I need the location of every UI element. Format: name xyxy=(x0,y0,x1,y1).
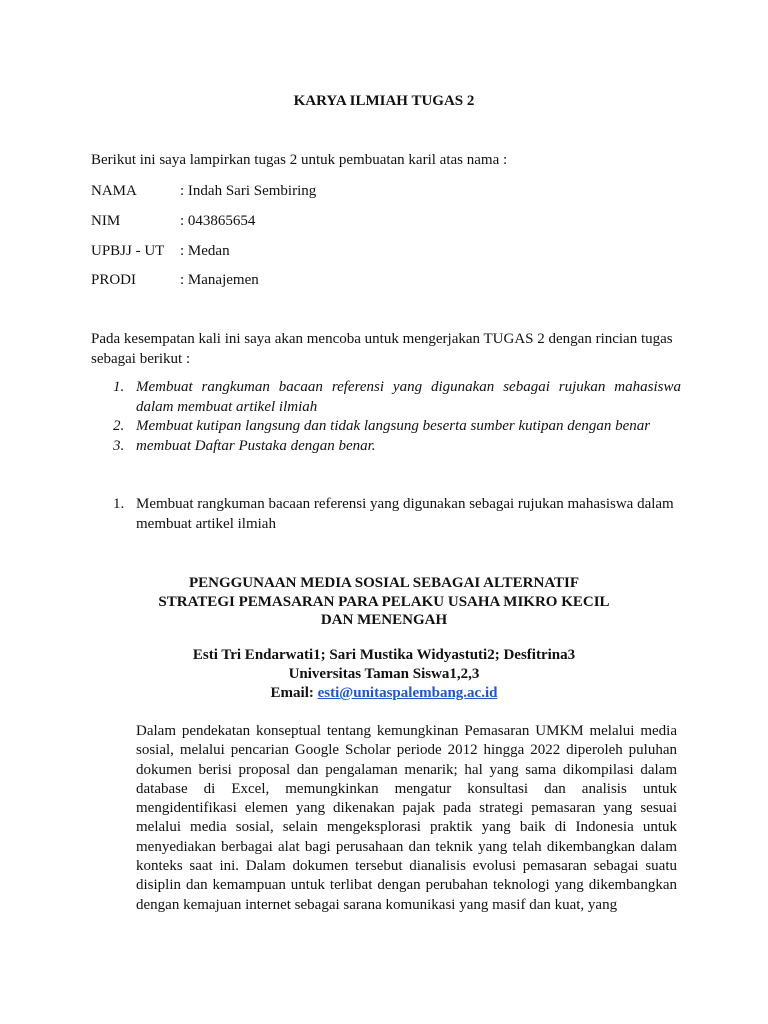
article-title-line: STRATEGI PEMASARAN PARA PELAKU USAHA MIKRO KECIL xyxy=(158,593,610,610)
article-authors: Esti Tri Endarwati1; Sari Mustika Widyastuti2; Desfitrina3 xyxy=(192,647,576,663)
article-title xyxy=(130,574,638,630)
article-title-line: DAN MENENGAH xyxy=(320,612,448,628)
field-nama xyxy=(91,181,681,201)
list-text: Membuat kutipan langsung dan tidak langsung beserta sumber kutipan dengan benar xyxy=(136,418,651,434)
intro-text: Berikut ini saya lampirkan tugas 2 untuk pembuatan karil atas nama : xyxy=(91,152,508,168)
article-email-line xyxy=(130,684,638,703)
article-title-line: PENGGUNAAN MEDIA SOSIAL SEBAGAI ALTERNATIF xyxy=(188,575,580,591)
list-number: 3. xyxy=(113,437,125,454)
field-value: : Manajemen xyxy=(180,272,259,288)
article-abstract: Dalam pendekatan konseptual tentang kemungkinan Pemasaran UMKM melalui media sosial, melalui pencarian Google Scholar periode 2012 hingga 2022 diperoleh puluhan dokumen berisi proposal dan pengalaman menarik; hal yang sama dikompilasi dalam database di Excel, memungkinkan mengatur konsultasi dan analisis untuk mengidentifikasi elemen yang dikenakan pajak pada strategi pemasaran yang sesuai melalui media sosial, selain mengeksplorasi praktik yang baik di Indonesia untuk menyediakan berbagai alat bagi perusahaan dan teknik yang telah dikembangkan dalam konteks saat ini. Dalam dokumen tersebut dianalisis evolusi pemasaran sebagai suatu disiplin dan kemampuan untuk terlibat dengan perubahan teknologi yang dikembangkan dengan kemajuan internet sebagai sarana komunikasi yang masif dan kuat, yang xyxy=(136,723,677,913)
field-value: : Medan xyxy=(180,243,230,259)
section-heading xyxy=(91,495,681,534)
task-list xyxy=(91,378,681,456)
list-item xyxy=(91,437,681,457)
field-label: NAMA xyxy=(91,183,137,199)
field-prodi xyxy=(91,270,681,290)
email-label: Email: xyxy=(270,685,318,701)
list-number: 1. xyxy=(113,496,125,512)
field-value: : 043865654 xyxy=(180,213,256,229)
field-label: UPBJJ - UT xyxy=(91,243,165,259)
field-label: NIM xyxy=(91,213,121,229)
article-university: Universitas Taman Siswa1,2,3 xyxy=(288,666,480,682)
document-title: KARYA ILMIAH TUGAS 2 xyxy=(293,93,475,109)
list-item xyxy=(91,417,681,437)
field-value: : Indah Sari Sembiring xyxy=(180,183,317,199)
email-link[interactable]: esti@unitaspalembang.ac.id xyxy=(317,685,498,701)
field-upbjj xyxy=(91,241,681,261)
list-text: membuat Daftar Pustaka dengan benar. xyxy=(136,437,376,454)
list-item xyxy=(91,378,681,417)
list-item xyxy=(91,495,681,534)
list-number: 1. xyxy=(113,379,125,395)
list-text: Membuat rangkuman bacaan referensi yang digunakan sebagai rujukan mahasiswa dalam membuat artikel ilmiah xyxy=(136,496,674,532)
task-intro: Pada kesempatan kali ini saya akan mencoba untuk mengerjakan TUGAS 2 dengan rincian tugas sebagai berikut : xyxy=(91,331,673,367)
list-text: Membuat rangkuman bacaan referensi yang digunakan sebagai rujukan mahasiswa dalam membuat artikel ilmiah xyxy=(136,379,681,415)
field-nim xyxy=(91,211,681,231)
list-number: 2. xyxy=(113,418,125,434)
article-authors-block xyxy=(130,646,638,703)
field-label: PRODI xyxy=(91,272,137,288)
